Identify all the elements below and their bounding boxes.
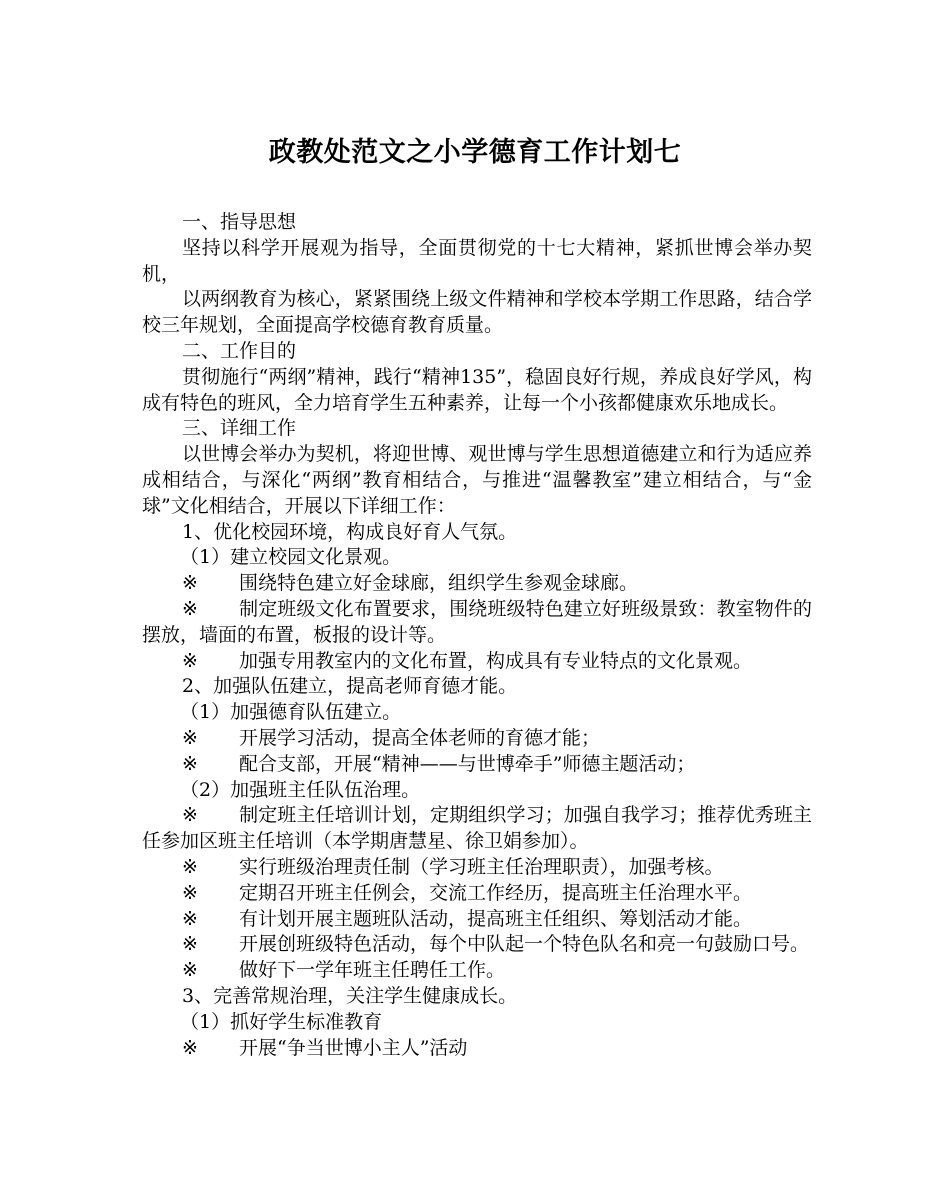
bullet-paragraph — [142, 803, 812, 855]
subsection-heading: （1）抓好学生标准教育 — [180, 1010, 383, 1033]
bullet-paragraph — [142, 881, 812, 907]
body-paragraph: 一、指导思想 — [182, 211, 297, 233]
document-body — [142, 210, 812, 1061]
body-paragraph: 三、详细工作 — [182, 417, 297, 440]
bullet-paragraph — [142, 855, 812, 881]
reference-mark-icon: ※ — [182, 804, 198, 827]
bullet-text: 开展“争当世博小主人”活动 — [239, 1036, 468, 1059]
body-paragraph: 以两纲教育为核心，紧紧围绕上级文件精神和学校本学期工作思路，结合学校三年规划，全面提高学校德育教育质量。 — [142, 288, 812, 337]
bullet-text: 加强专用教室内的文化布置，构成具有专业特点的文化景观。 — [239, 649, 753, 672]
bullet-text: 开展创班级特色活动，每个中队起一个特色队名和亮一句鼓励口号。 — [239, 933, 810, 956]
body-paragraph: 坚持以科学开展观为指导，全面贯彻党的十七大精神，紧抓世博会举办契机， — [142, 236, 812, 285]
reference-mark-icon: ※ — [182, 907, 198, 930]
body-paragraph: 3、完善常规治理，关注学生健康成长。 — [182, 984, 518, 1007]
body-paragraph: 以世博会举办为契机，将迎世博、观世博与学生思想道德建立和行为适应养成相结合，与深化“两纲”教育相结合，与推进“温馨教室”建立相结合，与“金球”文化相结合，开展以下详细工作： — [142, 443, 812, 517]
body-paragraph: 二、工作目的 — [182, 339, 297, 362]
reference-mark-icon: ※ — [182, 649, 198, 672]
reference-mark-icon: ※ — [182, 933, 198, 956]
bullet-paragraph — [142, 1036, 812, 1062]
subsection-heading: （1）建立校园文化景观。 — [180, 546, 402, 569]
body-paragraph: 贯彻施行“两纲”精神，践行“精神135”，稳固良好行规，养成良好学风，构成有特色的班风，全力培育学生五种素养，让每一个小孩都健康欢乐地成长。 — [142, 365, 812, 414]
bullet-text: 制定班级文化布置要求，围绕班级特色建立好班级景致：教室物件的摆放，墙面的布置，板报的设计等。 — [142, 597, 812, 646]
reference-mark-icon: ※ — [182, 1036, 198, 1059]
reference-mark-icon: ※ — [182, 881, 198, 904]
bullet-text: 围绕特色建立好金球廊，组织学生参观金球廊。 — [239, 572, 639, 595]
subsection-heading: （1）加强德育队伍建立。 — [180, 701, 402, 724]
bullet-paragraph — [142, 597, 812, 649]
body-paragraph: 2、加强队伍建立，提高老师育德才能。 — [182, 675, 518, 698]
bullet-text: 有计划开展主题班队活动，提高班主任组织、筹划活动才能。 — [239, 907, 753, 930]
bullet-text: 实行班级治理责任制（学习班主任治理职责），加强考核。 — [239, 855, 724, 878]
reference-mark-icon: ※ — [182, 726, 198, 749]
bullet-paragraph — [142, 571, 812, 597]
subsection-heading: （2）加强班主任队伍治理。 — [180, 778, 421, 801]
document-title: 政教处范文之小学德育工作计划七 — [268, 137, 682, 168]
reference-mark-icon: ※ — [182, 752, 198, 775]
bullet-paragraph — [142, 932, 812, 958]
bullet-text: 制定班主任培训计划，定期组织学习；加强自我学习；推荐优秀班主任参加区班主任培训（本学期唐慧星、徐卫娟参加）。 — [142, 804, 812, 853]
bullet-paragraph — [142, 752, 812, 778]
reference-mark-icon: ※ — [182, 855, 198, 878]
bullet-paragraph — [142, 726, 812, 752]
bullet-text: 配合支部，开展“精神——与世博牵手”师德主题活动； — [239, 752, 696, 775]
bullet-paragraph — [142, 649, 812, 675]
reference-mark-icon: ※ — [182, 597, 198, 620]
bullet-text: 做好下一学年班主任聘任工作。 — [239, 959, 506, 982]
bullet-paragraph — [142, 958, 812, 984]
bullet-text: 开展学习活动，提高全体老师的育德才能； — [239, 726, 601, 749]
bullet-text: 定期召开班主任例会，交流工作经历，提高班主任治理水平。 — [239, 881, 753, 904]
body-paragraph: 1、优化校园环境，构成良好育人气氛。 — [182, 520, 518, 543]
reference-mark-icon: ※ — [182, 572, 198, 595]
reference-mark-icon: ※ — [182, 959, 198, 982]
bullet-paragraph — [142, 907, 812, 933]
